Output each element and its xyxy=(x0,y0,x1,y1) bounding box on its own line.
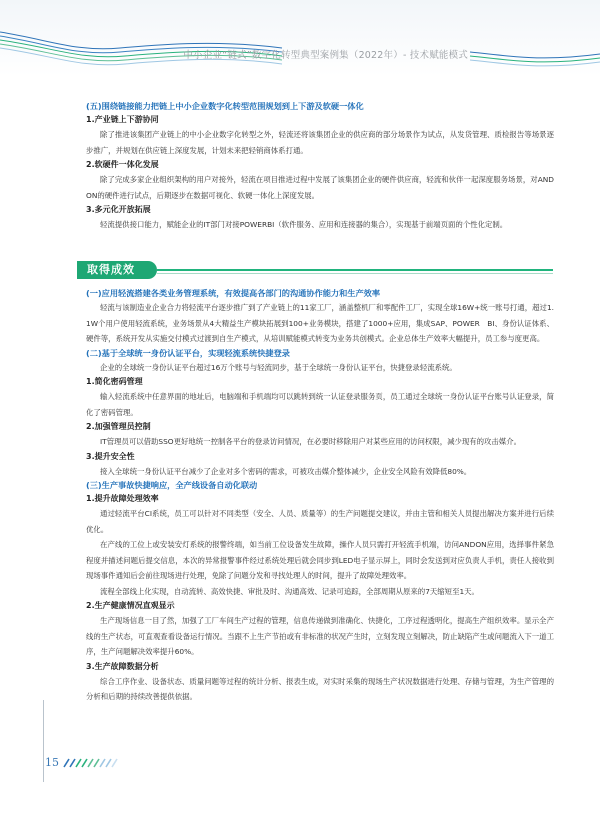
paragraph: IT管理员可以借助SSO更好地统一控制各平台的登录访问情况，在必要时移除用户对某些应用的访问权限，减少现有的攻击媒介。 xyxy=(100,437,521,446)
footer-divider xyxy=(43,700,44,782)
paragraph: 除了推进该集团产业链上的中小企业数字化转型之外，轻流还将该集团企业的供应商的部分场景作为试点，从发货管理、质检报告等场景逐步推广，并规划在供应链上深度发展，计划未来把轻销商体系打通。 xyxy=(86,130,554,155)
part1-section xyxy=(86,100,554,233)
paragraph: 生产现场信息一目了然，加强了工厂车间生产过程的管理，信息传递做到准确化、快捷化，工序过程透明化，提高生产组织效率。显示全产线的生产状态，可直观查看设备运行情况。当跟不上生产节拍或有非标准的状况产生时，立刻发现立刻解决，防止缺陷产生或问题流入下一道工序，生产问题解决效率提升60%。 xyxy=(86,616,554,656)
paragraph: 综合工序作业、设备状态、质量问题等过程的统计分析、报表生成，对实时采集的现场生产状况数据进行处理、存储与管理，为生产管理的分析和后期的持续改善提供依据。 xyxy=(86,676,554,701)
section-heading: (一)应用轻流搭建各类业务管理系统，有效提高各部门的沟通协作能力和生产效率 xyxy=(86,288,381,298)
paragraph: 在产线的工位上或安装安灯系统的报警终端，如当前工位设备发生故障，操作人员只需打开轻流手机端，访问ANDON应用，选择事件紧急程度并描述问题后提交信息，本次的异常报警事件经过系统处理后就会同步到LED电子显示屏上，同时会发送到对应负责人手机，责任人接收到现场事件通知后会前往现场进行处理，免除了问题分发和寻找处理人的时间，提升了故障处理效率。 xyxy=(86,540,554,580)
paragraph: 轻流与该制造业企业合力将轻流平台逐步推广到了产业链上的11家工厂，涵盖整机厂和零配件工厂，实现全球16W+统一账号打通，超过1.1W个用户使用轻流系统，业务场景从4大精益生产模块拓展到100+业务模块，搭建了1000+应用，集成SAP、POWER BI、身份认证体系、硬件等，系统开发从实施交付模式过渡到自生产模式，从培训赋能模式转变为业务共创模式。企业总体生产效率大幅提升，员工参与度更高。 xyxy=(86,303,554,343)
footer-stripes xyxy=(62,758,142,768)
subsection-heading: 2.生产健康情况直观显示 xyxy=(86,601,175,610)
section-heading: (二)基于全球统一身份认证平台，实现轻流系统快捷登录 xyxy=(86,347,290,358)
page-number: 15 xyxy=(45,756,59,769)
running-header: 中小企业“链式”数字化转型典型案例集（2022年）- 技术赋能模式 xyxy=(183,50,468,61)
subsection-heading: 2.加强管理员控制 xyxy=(86,422,151,431)
section-heading: (三)生产事故快捷响应，全产线设备自动化联动 xyxy=(86,480,258,490)
paragraph: 输入轻流系统中任意界面的地址后，电脑端和手机端均可以跳转到统一认证登录服务页，员工通过全球统一身份认证平台账号认证登录，简化了密码管理。 xyxy=(86,392,554,417)
paragraph: 企业的全球统一身份认证平台超过16万个账号与轻流同步，基于全球统一身份认证平台，快捷登录轻流系统。 xyxy=(100,362,457,372)
paragraph: 接入全球统一身份认证平台减少了企业对多个密码的需求，可被攻击媒介整体减少，企业安全风险有效降低80%。 xyxy=(100,466,472,476)
subsection-heading: 3.提升安全性 xyxy=(86,451,135,461)
subsection-heading: 1.产业链上下游协同 xyxy=(86,115,159,124)
section-heading: (五)围绕链接能力把链上中小企业数字化转型范围规划到上下游及软硬一体化 xyxy=(86,101,364,111)
part2-section xyxy=(86,287,554,705)
subsection-heading: 1.提升故障处理效率 xyxy=(86,494,159,503)
results-banner xyxy=(77,259,553,281)
banner-rule xyxy=(157,269,553,271)
subsection-heading: 1.简化密码管理 xyxy=(86,377,143,386)
paragraph: 轻流提供接口能力，赋能企业的IT部门对接POWERBI（软件服务、应用和连接器的集合），实现基于前端页面的个性化定制。 xyxy=(100,220,508,229)
subsection-heading: 3.多元化开放拓展 xyxy=(86,205,151,214)
banner-title: 取得成效 xyxy=(87,263,135,276)
banner-rule-light xyxy=(157,273,553,274)
paragraph: 通过轻流平台CI系统，员工可以针对不同类型（安全、人员、质量等）的生产问题提交建议，并由主管和相关人员提出解决方案并进行后续优化。 xyxy=(86,509,554,534)
paragraph: 除了完成多家企业组织架构的用户对接外，轻流在项目推进过程中发展了该集团企业的硬件供应商，轻流和伙伴一起深度服务场景，对ANDON的硬件进行试点，后期逐步在数据可视化、软硬一体化上深度发展。 xyxy=(86,175,554,200)
paragraph: 流程全部线上化实现，自动流转、高效快捷、审批及时、沟通高效、记录可追踪，全部周期从原来的7天缩短至1天。 xyxy=(100,586,479,596)
subsection-heading: 2.软硬件一体化发展 xyxy=(86,160,159,169)
subsection-heading: 3.生产故障数据分析 xyxy=(86,661,159,671)
